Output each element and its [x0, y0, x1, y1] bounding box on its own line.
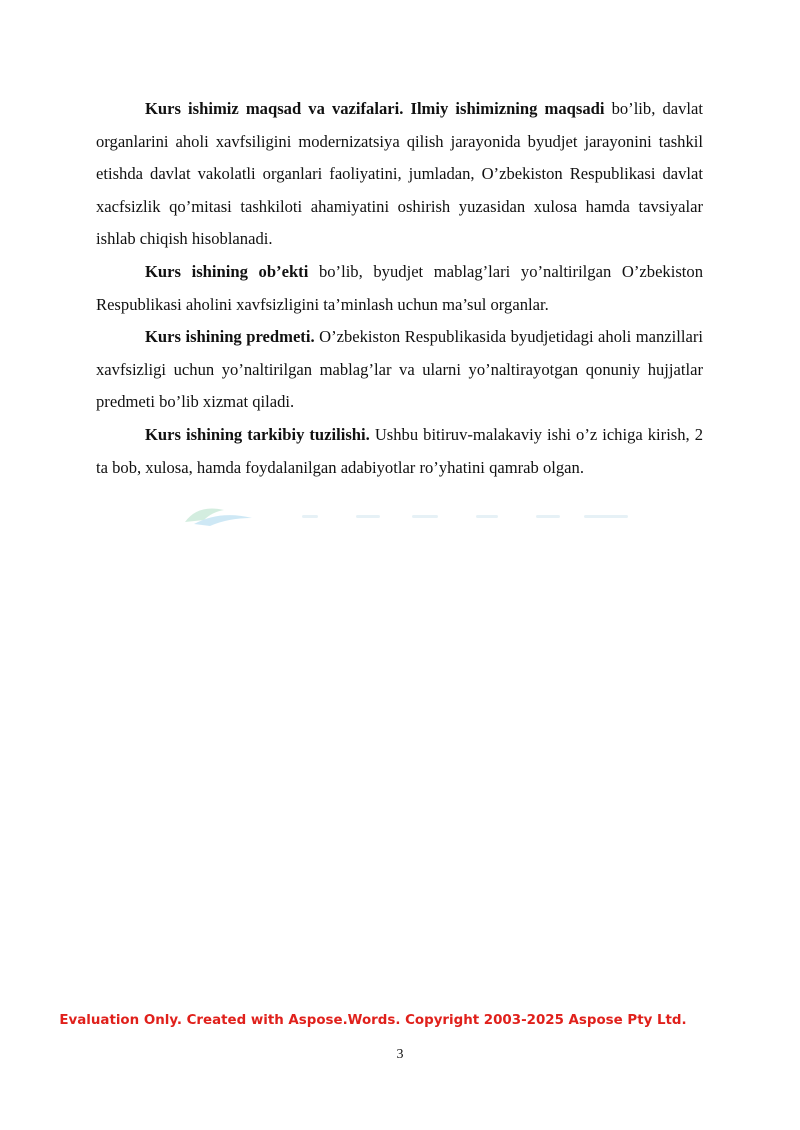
heading-structure: Kurs ishining tarkibiy tuzilishi.: [145, 424, 370, 444]
paragraph-subject: [96, 321, 703, 419]
paragraph-subject-text: O’zbekiston Respublikasida byudjetidagi aholi manzillari xavfsizligi uchun yo’naltirilgan mablag’lar va ularni yo’naltirayotgan qonuniy hujjatlar predmeti bo’lib xizmat qiladi.: [96, 327, 703, 412]
paragraph-goals-text: bo’lib, davlat organlarini aholi xavfsiligini modernizatsiya qilish jarayonida byudjet jarayonini tashkil etishda davlat vakolatli organlari faoliyatini, jumladan, O’zbekiston Respublikasi davlat xacfsizlik qo’mitasi tashkiloti ahamiyatini oshirish yuzasidan xulosa hamda tavsiyalar ishlab chiqish hisoblanadi.: [96, 99, 703, 249]
paragraph-structure-text: Ushbu bitiruv-malakaviy ishi o’z ichiga kirish, 2 ta bob, xulosa, hamda foydalanilgan adabiyotlar ro’yhatini qamrab olgan.: [96, 424, 704, 477]
paragraph-goals: [96, 93, 703, 256]
heading-subject: Kurs ishining predmeti.: [145, 327, 315, 347]
heading-object: Kurs ishining ob’ekti: [145, 261, 309, 281]
paragraph-object: [96, 256, 703, 321]
page-number: 3: [396, 1047, 404, 1062]
paragraph-object-text: bo’lib, byudjet mablag’lari yo’naltirilgan O’zbekiston Respublikasi aholini xavfsizligini ta’minlash uchun ma’sul organlar.: [96, 261, 704, 314]
paragraph-structure: [96, 419, 703, 484]
faded-logo-watermark-icon: [180, 500, 640, 526]
document-body: [96, 93, 703, 484]
heading-goals: Kurs ishimiz maqsad va vazifalari.: [145, 99, 404, 118]
evaluation-watermark-note: Evaluation Only. Created with Aspose.Words. Copyright 2003-2025 Aspose Pty Ltd.: [59, 1013, 687, 1028]
heading-aim: Ilmiy ishimizning maqsadi: [403, 99, 605, 118]
